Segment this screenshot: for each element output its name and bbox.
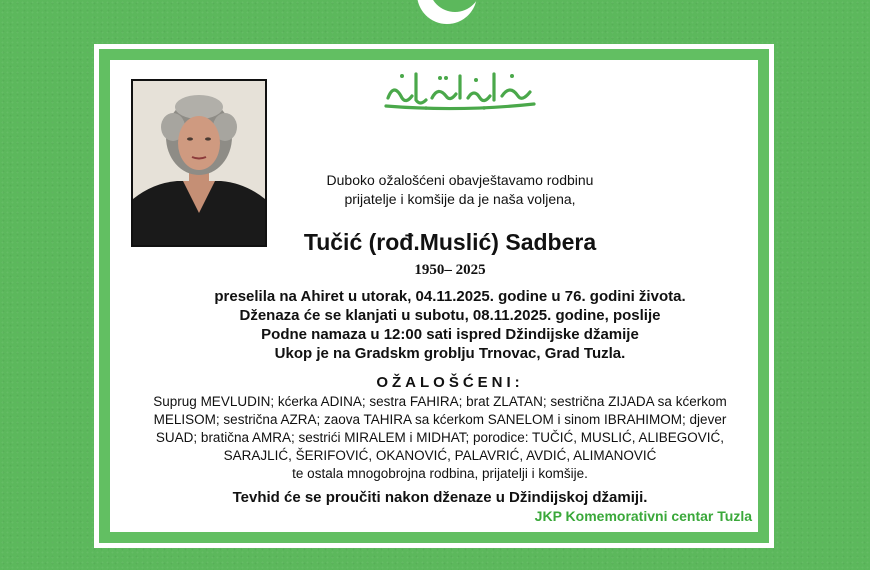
arabic-calligraphy-icon — [380, 68, 540, 112]
intro-text — [270, 171, 650, 209]
announcement-line: preselila na Ahiret u utorak, 04.11.2025. godine u 76. godini života. — [214, 288, 686, 305]
mourners-heading: OŽALOŠĆENI: — [376, 374, 524, 391]
notice-card — [110, 60, 758, 532]
portrait-photo — [131, 79, 267, 247]
announcement-line: Ukop je na Gradskm groblju Trnovac, Grad Tuzla. — [274, 345, 626, 362]
crescent-star-icon — [405, 0, 495, 36]
mourners-line: SUAD; bratična AMRA; sestrići MIRALEM i MIDHAT; porodice: TUČIĆ, MUSLIĆ, ALIBEGOVIĆ, — [155, 430, 725, 445]
deceased-name: Tučić (rođ.Muslić) Sadbera — [303, 229, 597, 255]
publisher-credit: JKP Komemorativni centar Tuzla — [534, 508, 752, 524]
announcement-line: Dženaza će se klanjati u subotu, 08.11.2025. godine, poslije — [239, 307, 661, 324]
frame-band — [99, 49, 769, 543]
mourners-line: te ostala mnogobrojna rodbina, prijatelji i komšije. — [292, 466, 588, 481]
intro-line: prijatelje i komšije da je naša voljena, — [344, 191, 576, 207]
announcement-text — [130, 287, 770, 363]
notice-frame — [94, 44, 774, 548]
mourners-line: SARAJLIĆ, ŠERIFOVIĆ, OKANOVIĆ, PALAVRIĆ, AVDIĆ, ALIMANOVIĆ — [223, 448, 657, 463]
portrait-image — [133, 81, 265, 245]
announcement-line: Podne namaza u 12:00 sati ispred Džindijske džamije — [261, 326, 639, 343]
life-years: 1950– 2025 — [414, 262, 486, 278]
intro-line: Duboko ožalošćeni obavještavamo rodbinu — [326, 172, 594, 188]
mourners-line: Suprug MEVLUDIN; kćerka ADINA; sestra FAHIRA; brat ZLATAN; sestrična ZIJADA sa kćerkom — [153, 394, 727, 409]
tevhid-notice: Tevhid će se proučiti nakon dženaze u Džindijskoj džamiji. — [232, 489, 648, 506]
mourners-list — [110, 393, 770, 483]
mourners-line: MELISOM; sestrična AZRA; zaova TAHIRA sa kćerkom SANELOM i sinom IBRAHIMOM; djever — [153, 412, 727, 427]
